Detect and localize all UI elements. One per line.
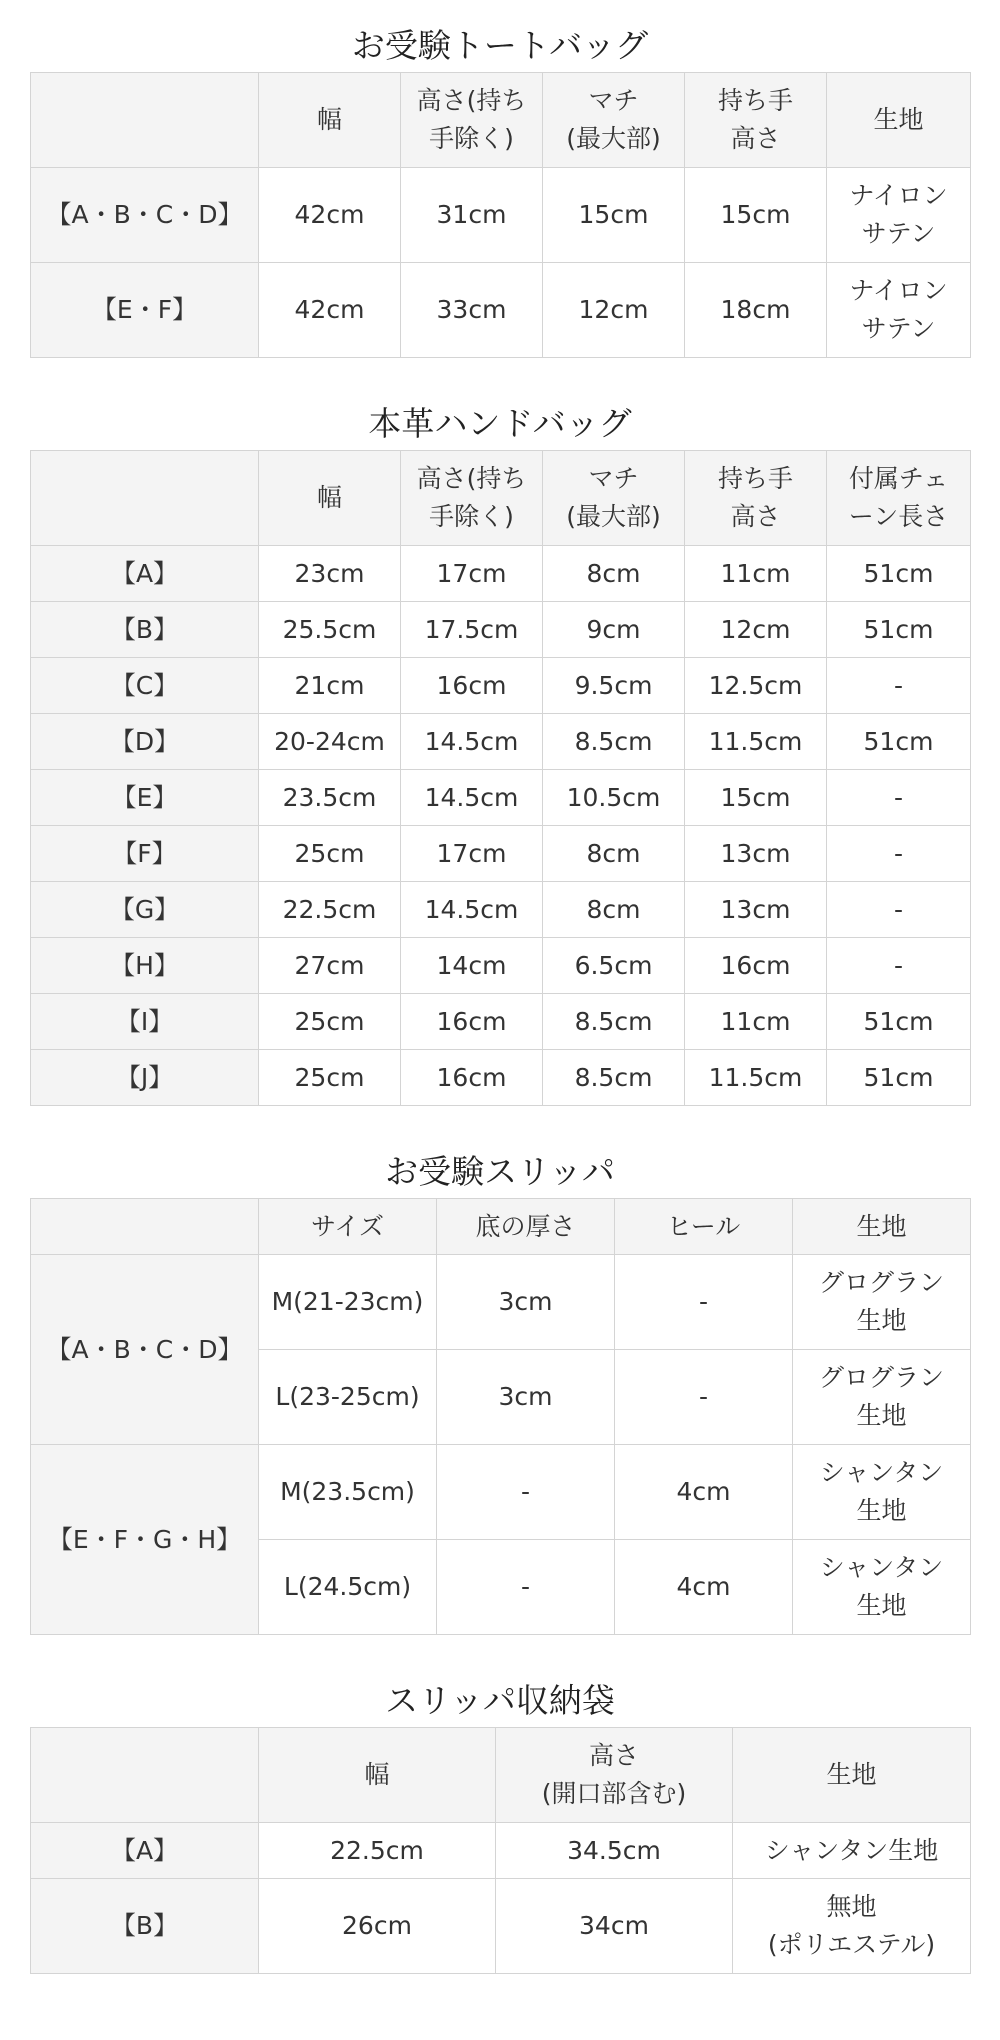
- header-cell-handle-height: 持ち手 高さ: [685, 73, 827, 168]
- table-cell: 4cm: [615, 1540, 793, 1635]
- table-cell: 51cm: [827, 602, 971, 658]
- table-row: [31, 714, 971, 770]
- handbag-section-title: 本革ハンドバッグ: [368, 404, 632, 443]
- spec-page: [30, 0, 970, 1974]
- header-cell-empty: [31, 1199, 259, 1255]
- row-label: 【A】: [31, 1823, 259, 1879]
- row-label: 【B】: [31, 1879, 259, 1974]
- header-cell-gusset: マチ (最大部): [543, 451, 685, 546]
- table-row: [31, 1050, 971, 1106]
- pouch-section-title: スリッパ収納袋: [385, 1681, 615, 1720]
- table-cell: 16cm: [401, 658, 543, 714]
- header-cell-width: 幅: [259, 73, 401, 168]
- table-cell: 21cm: [259, 658, 401, 714]
- tote-section-title: お受験トートバッグ: [351, 26, 649, 65]
- row-label: 【F】: [31, 826, 259, 882]
- table-cell: 25cm: [259, 994, 401, 1050]
- table-row: [31, 826, 971, 882]
- table-cell: 8.5cm: [543, 994, 685, 1050]
- table-cell: 14.5cm: [401, 714, 543, 770]
- header-cell-fabric: 生地: [733, 1728, 971, 1823]
- table-cell: 9cm: [543, 602, 685, 658]
- table-cell: 25.5cm: [259, 602, 401, 658]
- table-cell: -: [437, 1445, 615, 1540]
- table-row: [31, 263, 971, 358]
- table-row: [31, 168, 971, 263]
- table-cell: 25cm: [259, 1050, 401, 1106]
- table-cell: 27cm: [259, 938, 401, 994]
- row-label: 【H】: [31, 938, 259, 994]
- group-label: 【E・F・G・H】: [31, 1445, 259, 1635]
- table-cell: 11cm: [685, 994, 827, 1050]
- table-cell: 51cm: [827, 1050, 971, 1106]
- table-cell: シャンタン 生地: [793, 1445, 971, 1540]
- table-cell: 13cm: [685, 826, 827, 882]
- table-cell: 4cm: [615, 1445, 793, 1540]
- table-row: [31, 602, 971, 658]
- table-cell: 8cm: [543, 546, 685, 602]
- table-cell: 17cm: [401, 546, 543, 602]
- table-row: [31, 658, 971, 714]
- table-cell: 9.5cm: [543, 658, 685, 714]
- header-cell-width: 幅: [259, 451, 401, 546]
- handbag-table-body: [31, 546, 971, 1106]
- table-row: [31, 938, 971, 994]
- group-label: 【A・B・C・D】: [31, 1255, 259, 1445]
- row-label: 【A】: [31, 546, 259, 602]
- section-spacer: [30, 1106, 970, 1146]
- table-cell: 8cm: [543, 826, 685, 882]
- row-label: 【E・F】: [31, 263, 259, 358]
- row-label: 【I】: [31, 994, 259, 1050]
- table-cell: 34cm: [496, 1879, 733, 1974]
- table-row: [31, 546, 971, 602]
- table-cell: -: [437, 1540, 615, 1635]
- row-label: 【J】: [31, 1050, 259, 1106]
- header-cell-chain-length: 付属チェ ーン長さ: [827, 451, 971, 546]
- header-cell-heel: ヒール: [615, 1199, 793, 1255]
- table-cell: 25cm: [259, 826, 401, 882]
- header-cell-width: 幅: [259, 1728, 496, 1823]
- handbag-header-row: [31, 451, 971, 546]
- table-cell: 31cm: [401, 168, 543, 263]
- table-cell: L(24.5cm): [259, 1540, 437, 1635]
- table-cell: 14cm: [401, 938, 543, 994]
- table-cell: グログラン 生地: [793, 1350, 971, 1445]
- header-cell-height: 高さ (開口部含む): [496, 1728, 733, 1823]
- section-spacer: [30, 1635, 970, 1675]
- table-row: [31, 770, 971, 826]
- table-cell: -: [827, 770, 971, 826]
- table-cell: 15cm: [543, 168, 685, 263]
- header-cell-fabric: 生地: [827, 73, 971, 168]
- table-cell: シャンタン生地: [733, 1823, 971, 1879]
- table-cell: 11.5cm: [685, 714, 827, 770]
- section-spacer: [30, 358, 970, 398]
- header-cell-height: 高さ(持ち 手除く): [401, 73, 543, 168]
- table-cell: 11cm: [685, 546, 827, 602]
- header-cell-empty: [31, 451, 259, 546]
- table-cell: 14.5cm: [401, 770, 543, 826]
- table-cell: 10.5cm: [543, 770, 685, 826]
- table-cell: 23cm: [259, 546, 401, 602]
- table-row: [31, 1445, 971, 1540]
- table-cell: シャンタン 生地: [793, 1540, 971, 1635]
- table-cell: 11.5cm: [685, 1050, 827, 1106]
- table-cell: 22.5cm: [259, 882, 401, 938]
- table-cell: 8cm: [543, 882, 685, 938]
- tote-header-row: [31, 73, 971, 168]
- table-cell: 13cm: [685, 882, 827, 938]
- tote-spec-table: [30, 72, 971, 358]
- table-row: [31, 1879, 971, 1974]
- table-cell: 16cm: [401, 1050, 543, 1106]
- table-row: [31, 994, 971, 1050]
- table-cell: 無地 (ポリエステル): [733, 1879, 971, 1974]
- table-cell: 17cm: [401, 826, 543, 882]
- table-row: [31, 882, 971, 938]
- row-label: 【B】: [31, 602, 259, 658]
- table-cell: 51cm: [827, 714, 971, 770]
- table-cell: M(23.5cm): [259, 1445, 437, 1540]
- table-row: [31, 1255, 971, 1350]
- table-cell: ナイロン サテン: [827, 168, 971, 263]
- table-cell: 3cm: [437, 1255, 615, 1350]
- table-cell: 42cm: [259, 168, 401, 263]
- slipper-header-row: [31, 1199, 971, 1255]
- header-cell-empty: [31, 1728, 259, 1823]
- header-cell-fabric: 生地: [793, 1199, 971, 1255]
- table-cell: 8.5cm: [543, 714, 685, 770]
- table-cell: 3cm: [437, 1350, 615, 1445]
- table-cell: 34.5cm: [496, 1823, 733, 1879]
- table-cell: L(23-25cm): [259, 1350, 437, 1445]
- table-cell: 15cm: [685, 770, 827, 826]
- pouch-header-row: [31, 1728, 971, 1823]
- table-cell: 26cm: [259, 1879, 496, 1974]
- header-cell-size: サイズ: [259, 1199, 437, 1255]
- table-cell: 42cm: [259, 263, 401, 358]
- table-cell: 16cm: [401, 994, 543, 1050]
- row-label: 【C】: [31, 658, 259, 714]
- table-cell: 22.5cm: [259, 1823, 496, 1879]
- table-cell: M(21-23cm): [259, 1255, 437, 1350]
- table-cell: 17.5cm: [401, 602, 543, 658]
- row-label: 【D】: [31, 714, 259, 770]
- table-cell: -: [827, 658, 971, 714]
- table-cell: 12.5cm: [685, 658, 827, 714]
- table-cell: 51cm: [827, 546, 971, 602]
- row-label: 【E】: [31, 770, 259, 826]
- table-cell: 16cm: [685, 938, 827, 994]
- table-cell: 14.5cm: [401, 882, 543, 938]
- header-cell-empty: [31, 73, 259, 168]
- table-cell: ナイロン サテン: [827, 263, 971, 358]
- table-cell: -: [827, 938, 971, 994]
- table-cell: グログラン 生地: [793, 1255, 971, 1350]
- table-cell: 18cm: [685, 263, 827, 358]
- row-label: 【A・B・C・D】: [31, 168, 259, 263]
- table-cell: -: [615, 1255, 793, 1350]
- table-cell: 33cm: [401, 263, 543, 358]
- header-cell-height: 高さ(持ち 手除く): [401, 451, 543, 546]
- table-cell: -: [615, 1350, 793, 1445]
- slipper-section-title: お受験スリッパ: [385, 1152, 615, 1191]
- slipper-spec-table: [30, 1198, 971, 1635]
- header-cell-gusset: マチ (最大部): [543, 73, 685, 168]
- handbag-spec-table: [30, 450, 971, 1106]
- header-cell-handle-height: 持ち手 高さ: [685, 451, 827, 546]
- table-cell: 6.5cm: [543, 938, 685, 994]
- header-cell-sole-thickness: 底の厚さ: [437, 1199, 615, 1255]
- row-label: 【G】: [31, 882, 259, 938]
- table-cell: 20-24cm: [259, 714, 401, 770]
- table-cell: -: [827, 826, 971, 882]
- table-cell: 51cm: [827, 994, 971, 1050]
- pouch-spec-table: [30, 1727, 971, 1974]
- table-cell: 12cm: [543, 263, 685, 358]
- table-cell: 23.5cm: [259, 770, 401, 826]
- table-cell: 8.5cm: [543, 1050, 685, 1106]
- table-cell: 12cm: [685, 602, 827, 658]
- table-row: [31, 1823, 971, 1879]
- table-cell: 15cm: [685, 168, 827, 263]
- table-cell: -: [827, 882, 971, 938]
